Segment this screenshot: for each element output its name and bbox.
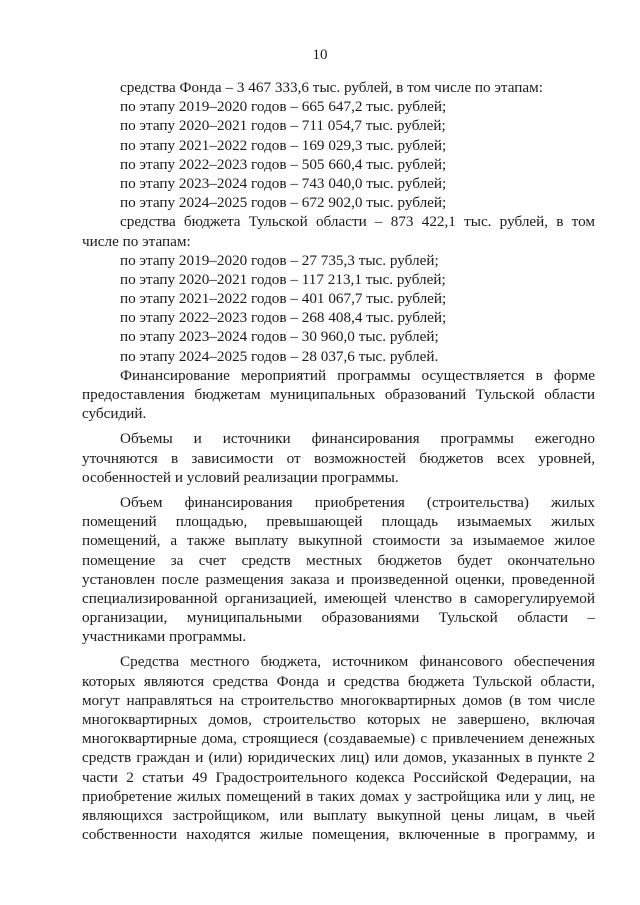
paragraph-line: помещений площадью, превышающей площадь изымаемых жилых	[82, 513, 595, 531]
paragraph-line: Средства местного бюджета, источником финансового обеспечения	[120, 653, 595, 671]
paragraph-line: организации, муниципальными образованиями Тульской области –	[82, 609, 595, 627]
paragraph-line: Финансирование мероприятий программы осуществляется в форме	[120, 366, 595, 384]
fund-stage-line: по этапу 2024–2025 годов – 672 902,0 тыс. рублей;	[120, 194, 447, 212]
regional-total-line-cont: числе по этапам:	[82, 232, 191, 250]
paragraph-acquisition-volume	[82, 493, 595, 647]
paragraph-line: установлен после размещения заказа и произведенной оценки, проведенной	[82, 570, 595, 588]
paragraph-line: являющихся застройщиком, или выплату выкупной цены лицам, в чьей	[82, 806, 595, 824]
paragraph-line: собственности находятся жилые помещения, включенные в программу, и	[82, 826, 595, 844]
fund-stage-line: по этапу 2022–2023 годов – 505 660,4 тыс. рублей;	[120, 155, 447, 173]
regional-stage-line: по этапу 2024–2025 годов – 28 037,6 тыс. рублей.	[120, 347, 439, 365]
paragraph-line: Объем финансирования приобретения (строительства) жилых	[120, 493, 595, 511]
document-body	[82, 78, 595, 844]
paragraph-line: субсидий.	[82, 405, 147, 423]
paragraph-line: приобретение жилых помещений в таких домах у застройщика или у лиц, не	[82, 787, 595, 805]
paragraph-line: многоквартирных домов, строительство которых не завершено, включая	[82, 711, 595, 728]
regional-stage-line: по этапу 2019–2020 годов – 27 735,3 тыс. рублей;	[120, 251, 439, 269]
fund-stage-line: по этапу 2023–2024 годов – 743 040,0 тыс. рублей;	[120, 174, 447, 192]
fund-stage-line: по этапу 2020–2021 годов – 711 054,7 тыс. рублей;	[120, 117, 446, 135]
paragraph-line: участниками программы.	[82, 628, 247, 646]
regional-stage-line: по этапу 2020–2021 годов – 117 213,1 тыс. рублей;	[120, 270, 446, 288]
paragraph-line: многоквартирные дома, строящиеся (создаваемые) с привлечением денежных	[82, 730, 595, 748]
regional-stage-line: по этапу 2021–2022 годов – 401 067,7 тыс. рублей;	[120, 290, 447, 308]
paragraph-line: помещение за счет средств местных бюджетов будет окончательно	[82, 551, 595, 569]
paragraph-local-budget-funds	[82, 652, 595, 844]
paragraph-line: могут направляться на строительство многоквартирных домов (в том числе	[82, 691, 595, 709]
regional-stage-line: по этапу 2023–2024 годов – 30 960,0 тыс. рублей;	[120, 328, 439, 346]
paragraph-line: уточняются в зависимости от возможностей бюджетов всех уровней,	[82, 449, 595, 467]
regional-total-line: средства бюджета Тульской области – 873 422,1 тыс. рублей, в том	[120, 213, 595, 231]
fund-stage-line: по этапу 2021–2022 годов – 169 029,3 тыс. рублей;	[120, 136, 447, 154]
regional-stage-line: по этапу 2022–2023 годов – 268 408,4 тыс. рублей;	[120, 309, 447, 327]
page-number: 10	[312, 47, 328, 63]
paragraph-line: специализированной организацией, имеющей членство в саморегулируемой	[82, 589, 595, 607]
paragraph-line: предоставления бюджетам муниципальных образований Тульской области	[82, 386, 595, 403]
paragraph-line: Объемы и источники финансирования программы ежегодно	[120, 430, 595, 448]
fund-financing-list	[82, 78, 595, 212]
fund-stage-line: по этапу 2019–2020 годов – 665 647,2 тыс. рублей;	[120, 98, 447, 116]
paragraph-line: особенностей и условий реализации программы.	[82, 468, 399, 486]
paragraph-financing-form	[82, 366, 595, 424]
paragraph-line: помещений, а также выплату выкупной стоимости за изымаемое жилое	[82, 532, 595, 550]
paragraph-line: части 2 статьи 49 Градостроительного кодекса Российской Федерации, на	[82, 768, 595, 786]
fund-total-line: средства Фонда – 3 467 333,6 тыс. рублей, в том числе по этапам:	[120, 79, 543, 96]
paragraph-line: средств граждан и (или) юридических лиц) или домов, указанных в пункте 2	[82, 749, 595, 767]
regional-budget-list	[82, 212, 595, 366]
paragraph-volumes-sources	[82, 429, 595, 487]
paragraph-line: которых являются средства Фонда и средства бюджета Тульской области,	[82, 672, 595, 690]
